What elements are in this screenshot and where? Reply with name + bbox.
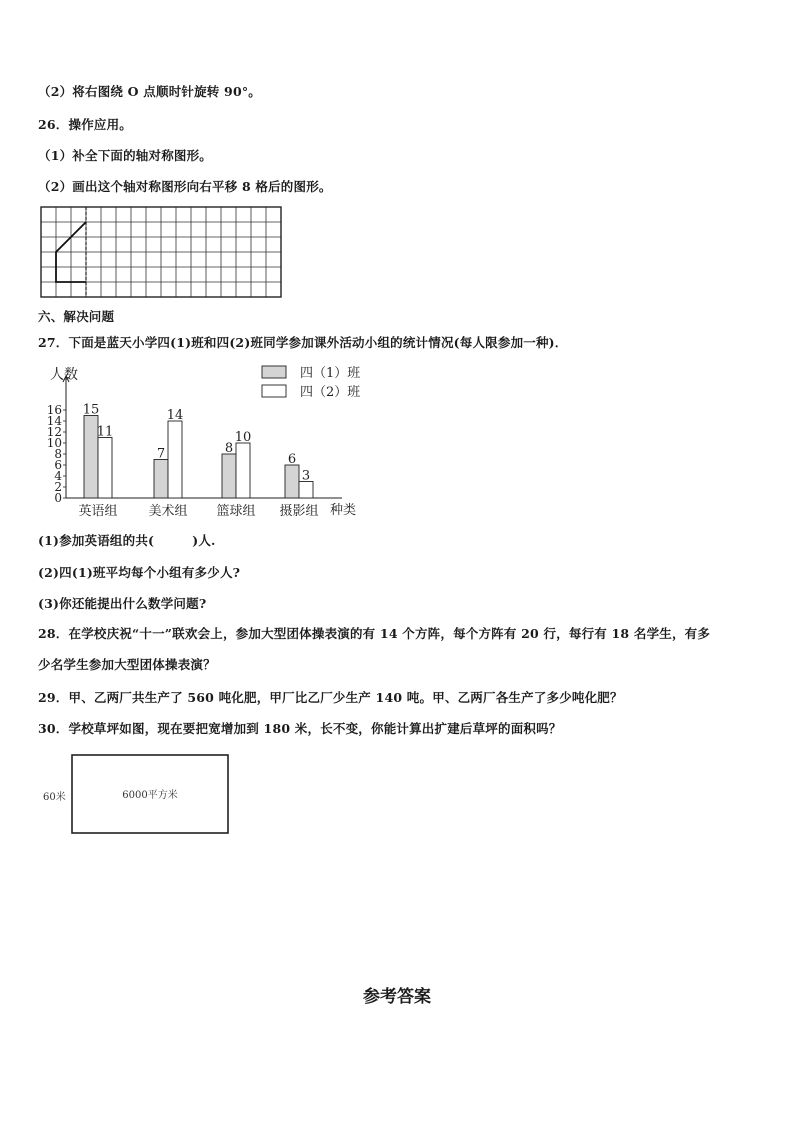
bar [154, 460, 168, 499]
lawn-width-label: 60米 [43, 792, 66, 803]
bar [285, 465, 299, 498]
y-tick-label: 12 [46, 425, 62, 439]
y-tick-label: 16 [46, 403, 62, 417]
q26-title: 26．操作应用。 [38, 117, 132, 132]
y-tick-label: 14 [46, 414, 62, 428]
category-label: 摄影组 [279, 504, 319, 519]
bar [299, 482, 313, 499]
bar-value-label: 11 [96, 424, 114, 440]
y-tick-label: 2 [54, 480, 62, 494]
q26-part1-text: （1）补全下面的轴对称图形。 [38, 148, 212, 163]
category-label: 英语组 [78, 504, 118, 519]
x-axis-label: 种类 [330, 503, 357, 518]
bar-value-label: 10 [234, 430, 252, 445]
category-label: 篮球组 [216, 504, 256, 519]
q27-text: 27．下面是蓝天小学四(1)班和四(2)班同学参加课外活动小组的统计情况(每人限参加一种)． [38, 335, 568, 350]
y-axis-label: 人数 [50, 367, 78, 383]
legend-label: 四（1）班 [300, 366, 361, 381]
y-tick-label: 10 [46, 436, 62, 450]
bar [222, 454, 236, 498]
q28-text-line1: 28．在学校庆祝“十一”联欢会上，参加大型团体操表演的有 14 个方阵，每个方阵有 20 行，每行有 18 名学生，有多 [38, 626, 711, 641]
y-tick-label: 6 [54, 458, 62, 472]
answer-section-title: 参考答案 [363, 987, 431, 1007]
q28-text-line2: 少名学生参加大型团体操表演？ [38, 657, 216, 672]
q26-part2-text: （2）画出这个轴对称图形向右平移 8 格后的图形。 [38, 179, 332, 194]
bar-value-label: 15 [82, 402, 100, 418]
bar-chart-svg [36, 362, 376, 522]
q27-part3-text: (3)你还能提出什么数学问题? [38, 596, 207, 611]
legend-swatch [262, 385, 286, 397]
bar-chart [36, 362, 376, 526]
q25-part2-text: （2）将右图绕 O 点顺时针旋转 90°。 [38, 84, 261, 99]
lawn-figure-svg [40, 752, 240, 838]
category-label: 美术组 [148, 504, 188, 519]
bar-value-label: 8 [224, 441, 234, 456]
lawn-figure [40, 752, 240, 842]
bar-value-label: 7 [156, 446, 166, 462]
y-tick-label: 0 [54, 491, 62, 505]
bar [168, 421, 182, 498]
symmetry-grid [40, 206, 285, 302]
bar-value-label: 3 [301, 468, 311, 484]
legend-swatch [262, 366, 286, 378]
symmetry-grid-svg [40, 206, 285, 298]
y-tick-label: 8 [54, 447, 62, 461]
y-tick-label: 4 [54, 469, 62, 483]
q30-text: 30．学校草坪如图，现在要把宽增加到 180 米，长不变，你能计算出扩建后草坪的面积吗？ [38, 721, 562, 736]
q27-part1-text: (1)参加英语组的共( )人. [38, 533, 216, 548]
bar [98, 438, 112, 499]
bar-value-label: 14 [166, 408, 184, 423]
bar-value-label: 6 [287, 452, 297, 467]
legend-label: 四（2）班 [300, 385, 361, 400]
lawn-area-label: 6000平方米 [122, 790, 178, 801]
q27-part2-text: (2)四(1)班平均每个小组有多少人? [38, 565, 241, 580]
section-6-heading: 六、解决问题 [38, 309, 115, 324]
q29-text: 29．甲、乙两厂共生产了 560 吨化肥，甲厂比乙厂少生产 140 吨。甲、乙两厂各生产了多少吨化肥？ [38, 690, 623, 705]
bar [236, 443, 250, 498]
